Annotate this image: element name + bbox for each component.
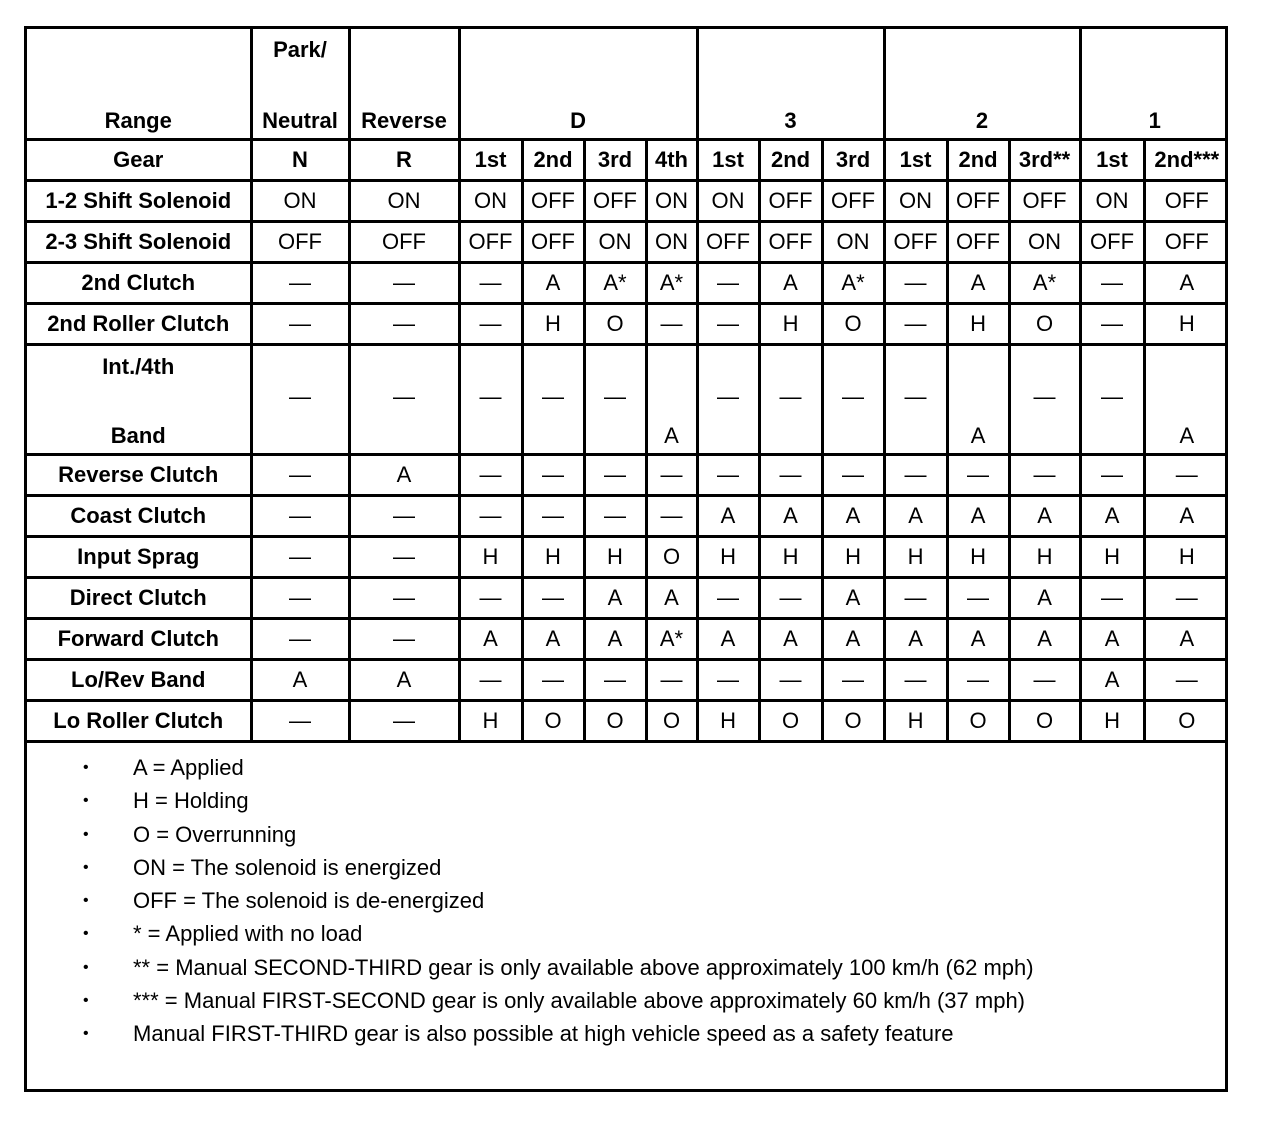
chart-cell: —	[646, 455, 697, 496]
chart-cell: ON	[349, 181, 459, 222]
chart-cell: —	[697, 304, 759, 345]
chart-cell: A	[1080, 496, 1144, 537]
chart-cell: A	[1144, 619, 1228, 660]
range-label: Range	[27, 29, 251, 140]
legend-text: Manual FIRST-THIRD gear is also possible at high vehicle speed as a safety feature	[133, 1021, 954, 1047]
chart-cell: —	[349, 537, 459, 578]
band-cell: —	[884, 345, 947, 455]
row-label: 2nd Clutch	[27, 263, 251, 304]
chart-cell: A	[759, 619, 822, 660]
chart-cell: —	[251, 619, 349, 660]
legend-text: *** = Manual FIRST-SECOND gear is only available above approximately 60 km/h (37 mph)	[133, 988, 1026, 1014]
chart-cell: —	[349, 701, 459, 742]
int-4th-label: Int./4th	[102, 354, 175, 379]
chart-cell: OFF	[884, 222, 947, 263]
chart-cell: OFF	[522, 222, 584, 263]
chart-cell: —	[697, 455, 759, 496]
chart-cell: —	[884, 304, 947, 345]
chart-cell: H	[1144, 304, 1228, 345]
chart-cell: H	[1144, 537, 1228, 578]
chart-row	[27, 263, 1228, 304]
chart-cell: A	[822, 619, 884, 660]
chart-cell: H	[459, 701, 522, 742]
gear-cell: 2nd	[522, 140, 584, 181]
chart-cell: —	[947, 455, 1009, 496]
chart-row	[27, 701, 1228, 742]
band-cell: A	[646, 345, 697, 455]
gear-cell: 2nd***	[1144, 140, 1228, 181]
chart-cell: —	[251, 578, 349, 619]
chart-cell: A	[646, 578, 697, 619]
chart-cell: OFF	[759, 222, 822, 263]
chart-cell: —	[884, 578, 947, 619]
chart-cell: ON	[822, 222, 884, 263]
chart-cell: —	[1080, 578, 1144, 619]
legend-item	[27, 818, 1034, 851]
legend-text: A = Applied	[133, 755, 244, 780]
chart-cell: OFF	[822, 181, 884, 222]
bullet-icon: •	[83, 858, 89, 876]
legend-item	[27, 984, 1034, 1017]
chart-cell: —	[349, 263, 459, 304]
shift-chart-frame	[24, 26, 1228, 1092]
legend-list	[27, 751, 1034, 1051]
chart-cell: —	[522, 578, 584, 619]
chart-cell: A	[1009, 578, 1080, 619]
legend-text: O = Overrunning	[133, 821, 297, 847]
chart-cell: O	[1144, 701, 1228, 742]
chart-cell: —	[349, 496, 459, 537]
chart-cell: —	[1080, 304, 1144, 345]
chart-row	[27, 660, 1228, 701]
band-label: Band	[110, 423, 166, 448]
band-cell: —	[759, 345, 822, 455]
chart-cell: H	[697, 701, 759, 742]
legend-item	[27, 917, 1034, 950]
chart-cell: OFF	[1080, 222, 1144, 263]
chart-cell: H	[822, 537, 884, 578]
chart-cell: OFF	[759, 181, 822, 222]
chart-cell: O	[822, 304, 884, 345]
chart-cell: A	[697, 496, 759, 537]
chart-cell: —	[759, 455, 822, 496]
chart-cell: —	[349, 619, 459, 660]
chart-cell: —	[251, 537, 349, 578]
chart-cell: H	[584, 537, 646, 578]
chart-cell: —	[584, 660, 646, 701]
chart-cell: ON	[697, 181, 759, 222]
legend-text: H = Holding	[133, 788, 249, 814]
row-label: Direct Clutch	[27, 578, 251, 619]
int-4th-band-row	[27, 345, 1228, 455]
gear-row	[27, 140, 1228, 181]
chart-cell: A*	[646, 263, 697, 304]
range-d: D	[459, 29, 697, 140]
chart-cell: A*	[1009, 263, 1080, 304]
chart-cell: A*	[584, 263, 646, 304]
legend-item	[27, 884, 1034, 917]
chart-cell: —	[822, 660, 884, 701]
chart-cell: —	[522, 660, 584, 701]
range-park-label: Park/	[273, 37, 327, 62]
chart-cell: —	[459, 660, 522, 701]
chart-cell: OFF	[697, 222, 759, 263]
chart-cell: —	[822, 455, 884, 496]
range-2: 2	[884, 29, 1080, 140]
shift-chart-table	[27, 29, 1228, 743]
range-park-neutral	[251, 29, 349, 140]
chart-row	[27, 222, 1228, 263]
chart-cell: —	[522, 496, 584, 537]
gear-cell: 4th	[646, 140, 697, 181]
chart-cell: A	[759, 263, 822, 304]
chart-cell: ON	[1080, 181, 1144, 222]
int-4th-band-label	[27, 345, 251, 455]
chart-cell: —	[697, 660, 759, 701]
gear-cell: 3rd	[584, 140, 646, 181]
chart-cell: H	[1009, 537, 1080, 578]
gear-cell: 1st	[1080, 140, 1144, 181]
gear-cell: 3rd**	[1009, 140, 1080, 181]
chart-cell: H	[884, 537, 947, 578]
range-3: 3	[697, 29, 884, 140]
chart-cell: OFF	[251, 222, 349, 263]
chart-cell: OFF	[1144, 222, 1228, 263]
chart-row	[27, 496, 1228, 537]
chart-cell: A	[1009, 496, 1080, 537]
chart-cell: A	[947, 619, 1009, 660]
chart-cell: —	[459, 496, 522, 537]
gear-cell: R	[349, 140, 459, 181]
legend-item	[27, 851, 1034, 884]
chart-cell: —	[1080, 263, 1144, 304]
chart-cell: A	[697, 619, 759, 660]
chart-cell: —	[947, 578, 1009, 619]
legend-item	[27, 951, 1034, 984]
chart-cell: A	[349, 455, 459, 496]
chart-cell: A	[884, 496, 947, 537]
gear-cell: 1st	[884, 140, 947, 181]
chart-cell: A	[1144, 263, 1228, 304]
chart-cell: A*	[646, 619, 697, 660]
row-label: Forward Clutch	[27, 619, 251, 660]
row-label: Input Sprag	[27, 537, 251, 578]
chart-cell: A	[1080, 660, 1144, 701]
chart-cell: H	[459, 537, 522, 578]
chart-row	[27, 578, 1228, 619]
chart-cell: OFF	[1009, 181, 1080, 222]
bullet-icon: •	[83, 925, 89, 943]
legend-text: ON = The solenoid is energized	[133, 854, 442, 880]
band-cell: —	[459, 345, 522, 455]
band-cell: —	[822, 345, 884, 455]
gear-cell: N	[251, 140, 349, 181]
chart-cell: —	[884, 263, 947, 304]
band-cell: —	[1080, 345, 1144, 455]
row-label: Reverse Clutch	[27, 455, 251, 496]
chart-cell: O	[947, 701, 1009, 742]
gear-cell: 3rd	[822, 140, 884, 181]
chart-cell: A	[947, 263, 1009, 304]
chart-cell: A	[1080, 619, 1144, 660]
chart-cell: —	[459, 578, 522, 619]
chart-row	[27, 619, 1228, 660]
band-cell: —	[349, 345, 459, 455]
chart-cell: —	[1144, 455, 1228, 496]
chart-cell: A	[459, 619, 522, 660]
chart-cell: A	[1144, 496, 1228, 537]
bullet-icon: •	[83, 892, 89, 910]
chart-cell: OFF	[1144, 181, 1228, 222]
band-cell: A	[1144, 345, 1228, 455]
chart-cell: —	[522, 455, 584, 496]
chart-cell: H	[522, 537, 584, 578]
chart-cell: A	[522, 263, 584, 304]
chart-cell: —	[459, 263, 522, 304]
chart-cell: ON	[646, 222, 697, 263]
band-cell: —	[697, 345, 759, 455]
range-neutral-label: Neutral	[262, 108, 338, 133]
chart-cell: A	[584, 578, 646, 619]
chart-cell: —	[884, 660, 947, 701]
row-label: 2nd Roller Clutch	[27, 304, 251, 345]
chart-cell: —	[1080, 455, 1144, 496]
legend-item	[27, 1017, 1034, 1050]
chart-cell: —	[646, 496, 697, 537]
chart-cell: OFF	[349, 222, 459, 263]
legend-item	[27, 784, 1034, 817]
chart-cell: A	[584, 619, 646, 660]
chart-cell: —	[646, 304, 697, 345]
chart-cell: OFF	[584, 181, 646, 222]
chart-cell: H	[759, 537, 822, 578]
chart-cell: —	[459, 304, 522, 345]
row-label: 1-2 Shift Solenoid	[27, 181, 251, 222]
chart-cell: —	[947, 660, 1009, 701]
chart-cell: ON	[251, 181, 349, 222]
chart-cell: —	[459, 455, 522, 496]
bullet-icon: •	[83, 1025, 89, 1043]
chart-cell: —	[349, 578, 459, 619]
gear-cell: 1st	[697, 140, 759, 181]
chart-cell: H	[1080, 537, 1144, 578]
chart-cell: A	[822, 578, 884, 619]
chart-cell: OFF	[947, 222, 1009, 263]
chart-cell: H	[697, 537, 759, 578]
chart-cell: —	[759, 578, 822, 619]
chart-cell: ON	[646, 181, 697, 222]
band-cell: —	[522, 345, 584, 455]
chart-cell: —	[251, 701, 349, 742]
chart-cell: —	[697, 263, 759, 304]
range-1: 1	[1080, 29, 1228, 140]
chart-row	[27, 181, 1228, 222]
chart-cell: OFF	[522, 181, 584, 222]
gear-cell: 2nd	[947, 140, 1009, 181]
bullet-icon: •	[83, 992, 89, 1010]
legend-item	[27, 751, 1034, 784]
gear-cell: 2nd	[759, 140, 822, 181]
chart-cell: A	[349, 660, 459, 701]
chart-cell: A	[884, 619, 947, 660]
chart-row	[27, 304, 1228, 345]
chart-cell: O	[759, 701, 822, 742]
chart-cell: —	[251, 304, 349, 345]
legend-text: * = Applied with no load	[133, 921, 363, 947]
chart-cell: —	[697, 578, 759, 619]
bullet-icon: •	[83, 792, 89, 810]
band-cell: A	[947, 345, 1009, 455]
chart-cell: ON	[459, 181, 522, 222]
chart-cell: A	[1009, 619, 1080, 660]
range-reverse: Reverse	[349, 29, 459, 140]
row-label: 2-3 Shift Solenoid	[27, 222, 251, 263]
legend-text: OFF = The solenoid is de-energized	[133, 888, 485, 914]
chart-cell: H	[947, 304, 1009, 345]
chart-cell: OFF	[947, 181, 1009, 222]
chart-cell: A*	[822, 263, 884, 304]
gear-label: Gear	[27, 140, 251, 181]
chart-cell: —	[349, 304, 459, 345]
bullet-icon: •	[83, 958, 89, 976]
chart-cell: —	[646, 660, 697, 701]
band-cell: —	[1009, 345, 1080, 455]
chart-row	[27, 537, 1228, 578]
chart-cell: —	[584, 455, 646, 496]
chart-cell: O	[646, 701, 697, 742]
chart-cell: H	[1080, 701, 1144, 742]
chart-cell: O	[584, 701, 646, 742]
range-row	[27, 29, 1228, 140]
bullet-icon: •	[83, 825, 89, 843]
chart-cell: —	[1144, 660, 1228, 701]
chart-cell: A	[522, 619, 584, 660]
chart-cell: —	[1144, 578, 1228, 619]
gear-cell: 1st	[459, 140, 522, 181]
chart-cell: —	[884, 455, 947, 496]
chart-cell: A	[759, 496, 822, 537]
chart-cell: O	[822, 701, 884, 742]
chart-cell: —	[1009, 455, 1080, 496]
chart-cell: A	[947, 496, 1009, 537]
chart-cell: A	[251, 660, 349, 701]
row-label: Lo/Rev Band	[27, 660, 251, 701]
bullet-icon: •	[83, 759, 89, 776]
chart-cell: —	[251, 455, 349, 496]
chart-cell: H	[884, 701, 947, 742]
chart-cell: A	[822, 496, 884, 537]
chart-cell: —	[759, 660, 822, 701]
chart-cell: O	[522, 701, 584, 742]
chart-cell: ON	[884, 181, 947, 222]
chart-cell: —	[251, 263, 349, 304]
band-cell: —	[584, 345, 646, 455]
chart-cell: ON	[1009, 222, 1080, 263]
legend-text: ** = Manual SECOND-THIRD gear is only available above approximately 100 km/h (62 mph)	[133, 954, 1034, 980]
chart-cell: —	[1009, 660, 1080, 701]
chart-cell: O	[584, 304, 646, 345]
chart-cell: —	[251, 496, 349, 537]
chart-cell: O	[646, 537, 697, 578]
chart-cell: O	[1009, 701, 1080, 742]
chart-row	[27, 455, 1228, 496]
chart-cell: O	[1009, 304, 1080, 345]
row-label: Coast Clutch	[27, 496, 251, 537]
chart-cell: H	[522, 304, 584, 345]
band-cell: —	[251, 345, 349, 455]
chart-cell: —	[584, 496, 646, 537]
chart-cell: OFF	[459, 222, 522, 263]
chart-cell: H	[759, 304, 822, 345]
chart-cell: ON	[584, 222, 646, 263]
row-label: Lo Roller Clutch	[27, 701, 251, 742]
chart-cell: H	[947, 537, 1009, 578]
